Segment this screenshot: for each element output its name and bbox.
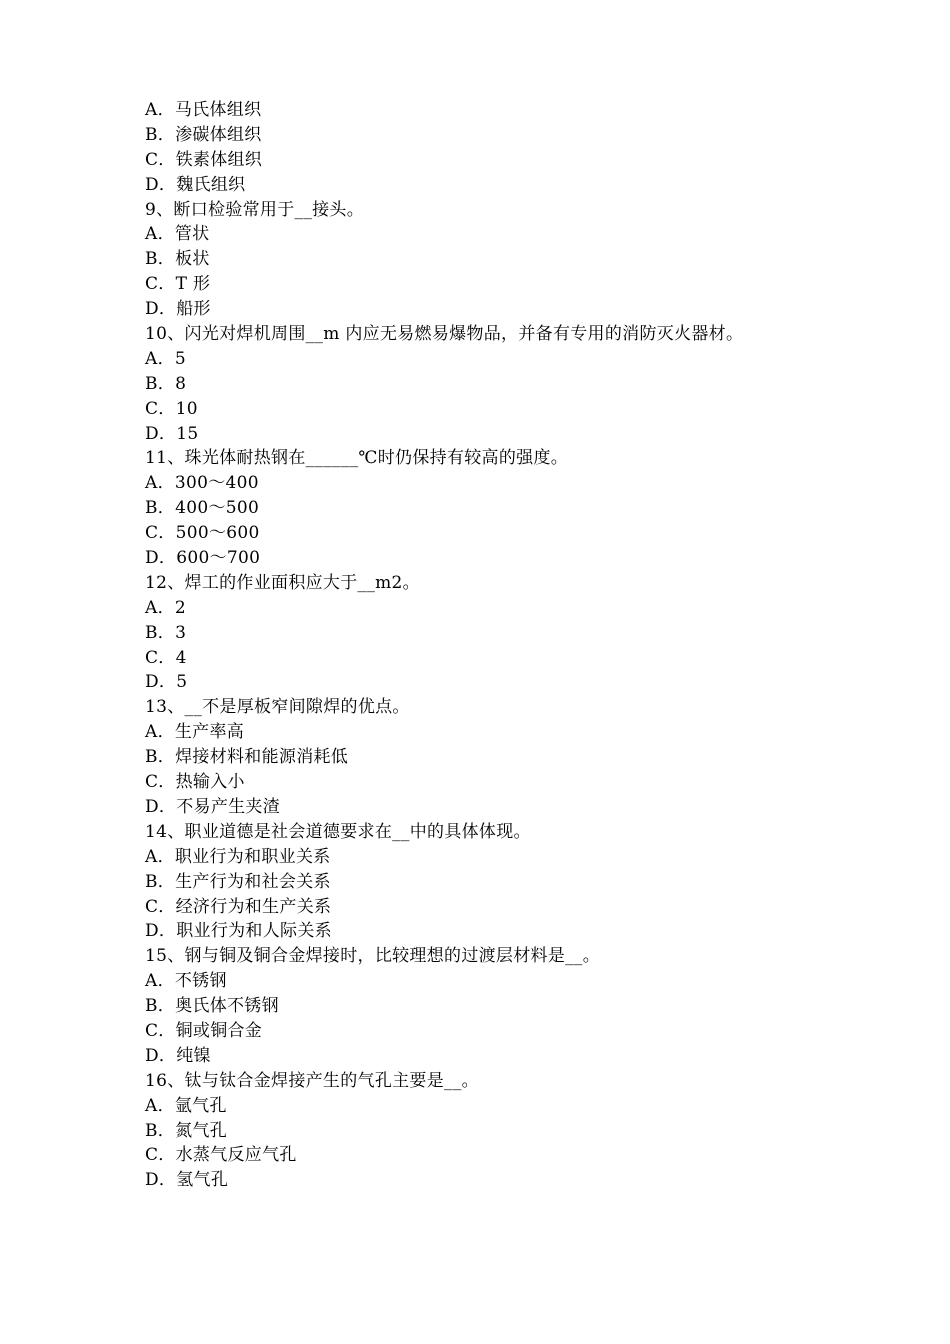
question-text: 10、闪光对焊机周围__m 内应无易燃易爆物品，并备有专用的消防灭火器材。: [145, 324, 744, 345]
answer-option: A．生产率高: [145, 722, 245, 743]
answer-option: C．热输入小: [145, 772, 245, 793]
answer-option: D．职业行为和人际关系: [145, 921, 332, 942]
answer-option: D．15: [145, 423, 199, 444]
answer-option: A．300～400: [145, 473, 259, 494]
question-text: 13、__不是厚板窄间隙焊的优点。: [145, 697, 410, 718]
answer-option: C．10: [145, 398, 198, 419]
answer-option: A．马氏体组织: [145, 100, 262, 120]
answer-option: D．纯镍: [145, 1045, 211, 1066]
answer-option: B．氮气孔: [145, 1120, 227, 1141]
answer-option: C．经济行为和生产关系: [145, 896, 332, 917]
answer-option: B．生产行为和社会关系: [145, 871, 331, 892]
question-text: 14、职业道德是社会道德要求在__中的具体体现。: [145, 821, 531, 842]
answer-option: A．管状: [145, 224, 210, 245]
answer-option: C．水蒸气反应气孔: [145, 1145, 297, 1166]
answer-option: D．船形: [145, 299, 211, 320]
answer-option: B．奥氏体不锈钢: [145, 996, 279, 1017]
answer-option: D．5: [145, 672, 188, 693]
answer-option: A．不锈钢: [145, 971, 227, 992]
answer-option: A．5: [145, 348, 186, 369]
answer-option: B．板状: [145, 249, 210, 270]
answer-option: D．魏氏组织: [145, 174, 246, 195]
answer-option: A．氩气孔: [145, 1095, 227, 1116]
question-text: 15、钢与铜及铜合金焊接时，比较理想的过渡层材料是__。: [145, 946, 601, 967]
question-text: 16、钛与钛合金焊接产生的气孔主要是__。: [145, 1070, 479, 1091]
answer-option: C．4: [145, 647, 187, 668]
answer-option: B．8: [145, 373, 187, 394]
answer-option: C．500～600: [145, 523, 260, 544]
question-text: 12、焊工的作业面积应大于__m2。: [145, 572, 420, 593]
answer-option: A．职业行为和职业关系: [145, 846, 331, 867]
answer-option: B．渗碳体组织: [145, 124, 262, 145]
answer-option: A．2: [145, 597, 186, 618]
answer-option: C．铜或铜合金: [145, 1020, 263, 1041]
answer-option: D．氢气孔: [145, 1170, 229, 1191]
answer-option: B．3: [145, 622, 187, 643]
question-text: 11、珠光体耐热钢在______℃时仍保持有较高的强度。: [145, 448, 569, 469]
answer-option: C．铁素体组织: [145, 149, 263, 170]
question-text: 9、断口检验常用于__接头。: [145, 199, 365, 220]
answer-option: C．T 形: [145, 274, 211, 295]
answer-option: B．400～500: [145, 498, 260, 519]
answer-option: B．焊接材料和能源消耗低: [145, 747, 349, 768]
answer-option: D．600～700: [145, 548, 261, 569]
document-body: [145, 98, 845, 1193]
answer-option: D．不易产生夹渣: [145, 796, 281, 817]
